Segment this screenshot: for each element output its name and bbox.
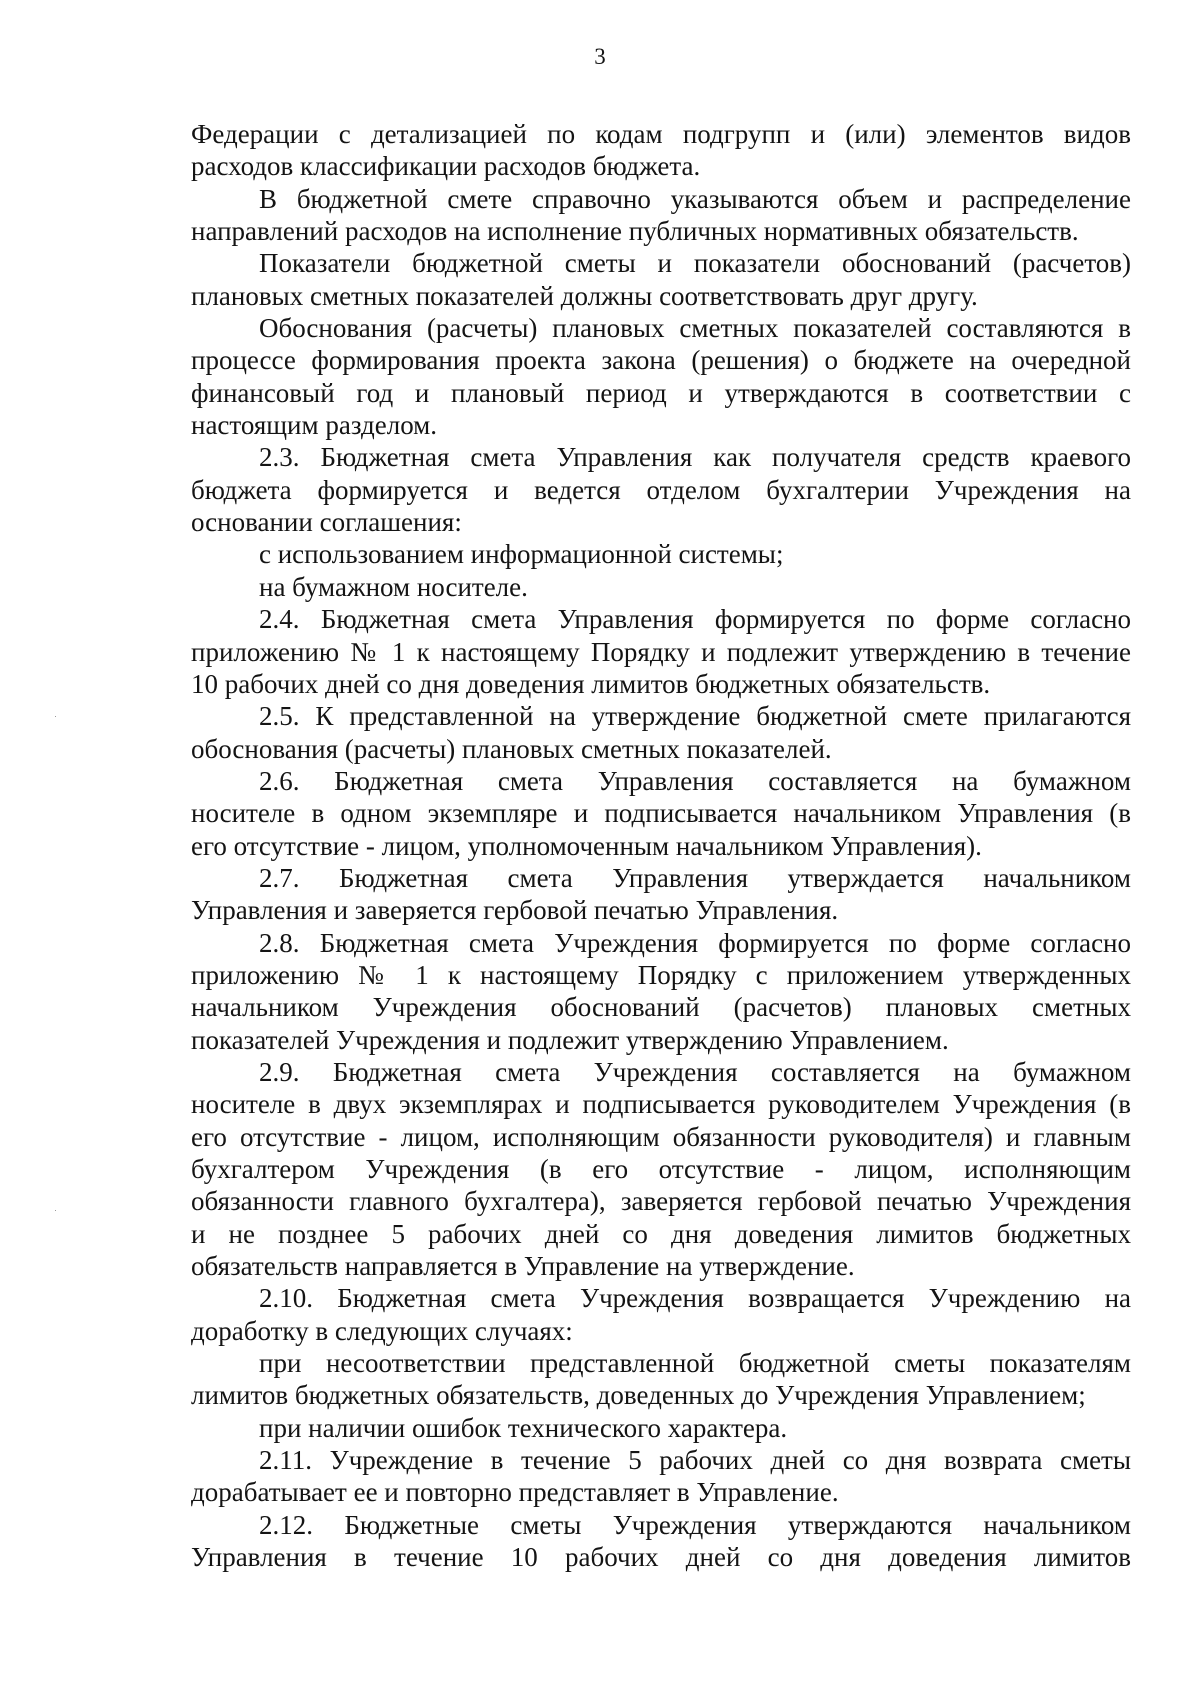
text-line: основании соглашения:	[191, 507, 462, 538]
text-line: 2.4. Бюджетная смета Управления формируется по форме согласно	[259, 604, 1131, 635]
text-line: 2.5. К представленной на утверждение бюджетной смете прилагаются	[259, 701, 1131, 732]
text-line: 10 рабочих дней со дня доведения лимитов бюджетных обязательств.	[191, 668, 991, 699]
text-line: настоящим разделом.	[191, 410, 438, 441]
text-line: бюджета формируется и ведется отделом бухгалтерии Учреждения на	[191, 474, 1131, 505]
text-line: обоснования (расчеты) плановых сметных показателей.	[191, 733, 832, 764]
text-line: 2.10. Бюджетная смета Учреждения возвращается Учреждению на	[259, 1283, 1131, 1314]
text-line: приложению № 1 к настоящему Порядку с приложением утвержденных	[191, 959, 1131, 990]
text-line: обязательств направляется в Управление на утверждение.	[191, 1251, 855, 1282]
page-number: 3	[594, 44, 606, 69]
text-line: 2.9. Бюджетная смета Учреждения составляется на бумажном	[259, 1056, 1131, 1087]
text-line: Управления и заверяется гербовой печатью Управления.	[191, 895, 839, 926]
text-line: носителе в двух экземплярах и подписывается руководителем Учреждения (в	[191, 1089, 1131, 1120]
text-line: дорабатывает ее и повторно представляет в Управление.	[191, 1477, 839, 1508]
scan-speck	[55, 716, 56, 717]
text-line: и не позднее 5 рабочих дней со дня доведения лимитов бюджетных	[191, 1218, 1131, 1249]
text-line: на бумажном носителе.	[259, 571, 528, 602]
text-line: с использованием информационной системы;	[259, 539, 784, 570]
text-line: обязанности главного бухгалтера), заверяется гербовой печатью Учреждения	[191, 1186, 1131, 1217]
text-line: при наличии ошибок технического характера.	[259, 1412, 788, 1443]
text-line: носителе в одном экземпляре и подписывается начальником Управления (в	[191, 798, 1131, 829]
text-line: при несоответствии представленной бюджетной сметы показателям	[259, 1348, 1131, 1379]
scan-speck	[55, 1210, 56, 1211]
document-body	[191, 118, 1131, 1573]
text-line: финансовый год и плановый период и утверждаются в соответствии с	[191, 377, 1131, 408]
text-line: расходов классификации расходов бюджета.	[191, 151, 701, 182]
text-line: 2.3. Бюджетная смета Управления как получателя средств краевого	[259, 442, 1131, 473]
text-line: 2.8. Бюджетная смета Учреждения формируется по форме согласно	[259, 927, 1131, 958]
text-line: бухгалтером Учреждения (в его отсутствие - лицом, исполняющим	[191, 1154, 1131, 1184]
text-line: показателей Учреждения и подлежит утверждению Управлением.	[191, 1024, 949, 1055]
text-line: В бюджетной смете справочно указываются объем и распределение	[259, 183, 1131, 214]
text-line: направлений расходов на исполнение публичных нормативных обязательств.	[191, 216, 1079, 247]
text-line: процессе формирования проекта закона (решения) о бюджете на очередной	[191, 345, 1131, 376]
text-line: Показатели бюджетной сметы и показатели обоснований (расчетов)	[259, 248, 1131, 279]
text-line: плановых сметных показателей должны соответствовать друг другу.	[191, 280, 978, 311]
text-line: Управления в течение 10 рабочих дней со дня доведения лимитов	[191, 1542, 1131, 1573]
text-line: его отсутствие - лицом, исполняющим обязанности руководителя) и главным	[191, 1121, 1131, 1152]
text-line: 2.11. Учреждение в течение 5 рабочих дней со дня возврата сметы	[259, 1445, 1131, 1476]
text-line: доработку в следующих случаях:	[191, 1315, 573, 1346]
text-line: 2.7. Бюджетная смета Управления утверждается начальником	[259, 862, 1131, 893]
text-line: приложению № 1 к настоящему Порядку и подлежит утверждению в течение	[191, 636, 1131, 667]
text-line: 2.6. Бюджетная смета Управления составляется на бумажном	[259, 765, 1131, 796]
text-line: начальником Учреждения обоснований (расчетов) плановых сметных	[191, 992, 1131, 1023]
text-line: лимитов бюджетных обязательств, доведенных до Учреждения Управлением;	[191, 1380, 1086, 1411]
text-line: Обоснования (расчеты) плановых сметных показателей составляются в	[259, 313, 1131, 344]
text-line: 2.12. Бюджетные сметы Учреждения утверждаются начальником	[259, 1509, 1131, 1540]
text-line: его отсутствие - лицом, уполномоченным начальником Управления).	[191, 830, 982, 861]
text-line: Федерации с детализацией по кодам подгрупп и (или) элементов видов	[191, 119, 1131, 149]
